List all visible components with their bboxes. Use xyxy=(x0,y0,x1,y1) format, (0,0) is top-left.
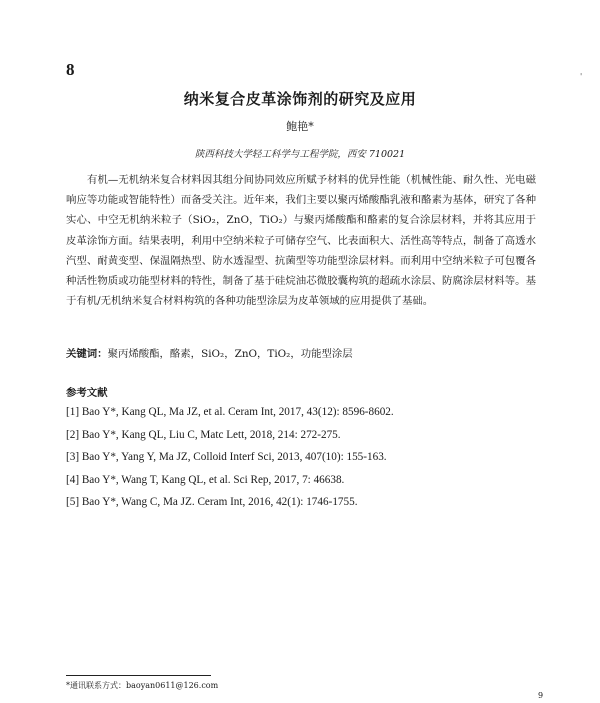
footnote-divider xyxy=(66,675,211,676)
keywords xyxy=(66,346,536,362)
references-list xyxy=(66,404,536,517)
keywords-text: 聚丙烯酸酯，酪素，SiO₂，ZnO，TiO₂，功能型涂层 xyxy=(107,348,353,360)
reference-item: [3] Bao Y*, Yang Y, Ma JZ, Colloid Interf Sci, 2013, 407(10): 155-163. xyxy=(66,451,387,463)
reference-item: [5] Bao Y*, Wang C, Ma JZ. Ceram Int, 2016, 42(1): 1746-1755. xyxy=(66,496,358,508)
keywords-label: 关键词： xyxy=(66,348,108,360)
reference-item: [1] Bao Y*, Kang QL, Ma JZ, et al. Ceram Int, 2017, 43(12): 8596-8602. xyxy=(66,406,394,418)
reference-item: [2] Bao Y*, Kang QL, Liu C, Matc Lett, 2018, 214: 272-275. xyxy=(66,428,341,441)
affiliation: 陕西科技大学轻工科学与工程学院，西安 710021 xyxy=(194,149,406,160)
reference-item: [4] Bao Y*, Wang T, Kang QL, et al. Sci Rep, 2017, 7: 46638. xyxy=(66,473,345,486)
footnote: *通讯联系方式：baoyan0611@126.com xyxy=(66,681,219,690)
references-title: 参考文献 xyxy=(66,387,108,399)
section-number: 8 xyxy=(66,60,75,79)
paper-title: 纳米复合皮革涂饰剂的研究及应用 xyxy=(183,90,417,108)
page-number: 9 xyxy=(538,691,544,700)
author: 鲍艳* xyxy=(286,120,314,133)
margin-mark: ' xyxy=(580,72,583,81)
abstract: 有机—无机纳米复合材料因其组分间协同效应所赋予材料的优异性能（机械性能、耐久性、光电磁响应等功能或智能特性）而备受关注。近年来，我们主要以聚丙烯酸酯乳液和酪素为基体，研究了各种实心、中空无机纳米粒子（SiO₂，ZnO，TiO₂）与聚丙烯酸酯和酪素的复合涂层材料，并将其应用于皮革涂饰方面。结果表明，利用中空纳米粒子可储存空气、比表面积大、活性高等特点，制备了高透水汽型、耐黄变型、保温隔热型、防水透湿型、抗菌型等功能型涂层材料。而利用中空纳米粒子可包覆各种活性物质或功能型材料的特性，制备了基于硅烷油芯微胶囊构筑的超疏水涂层、防腐涂层材料等。基于有机/无机纳米复合材料构筑的各种功能型涂层为皮革领域的应用提供了基础。 xyxy=(66,174,536,308)
